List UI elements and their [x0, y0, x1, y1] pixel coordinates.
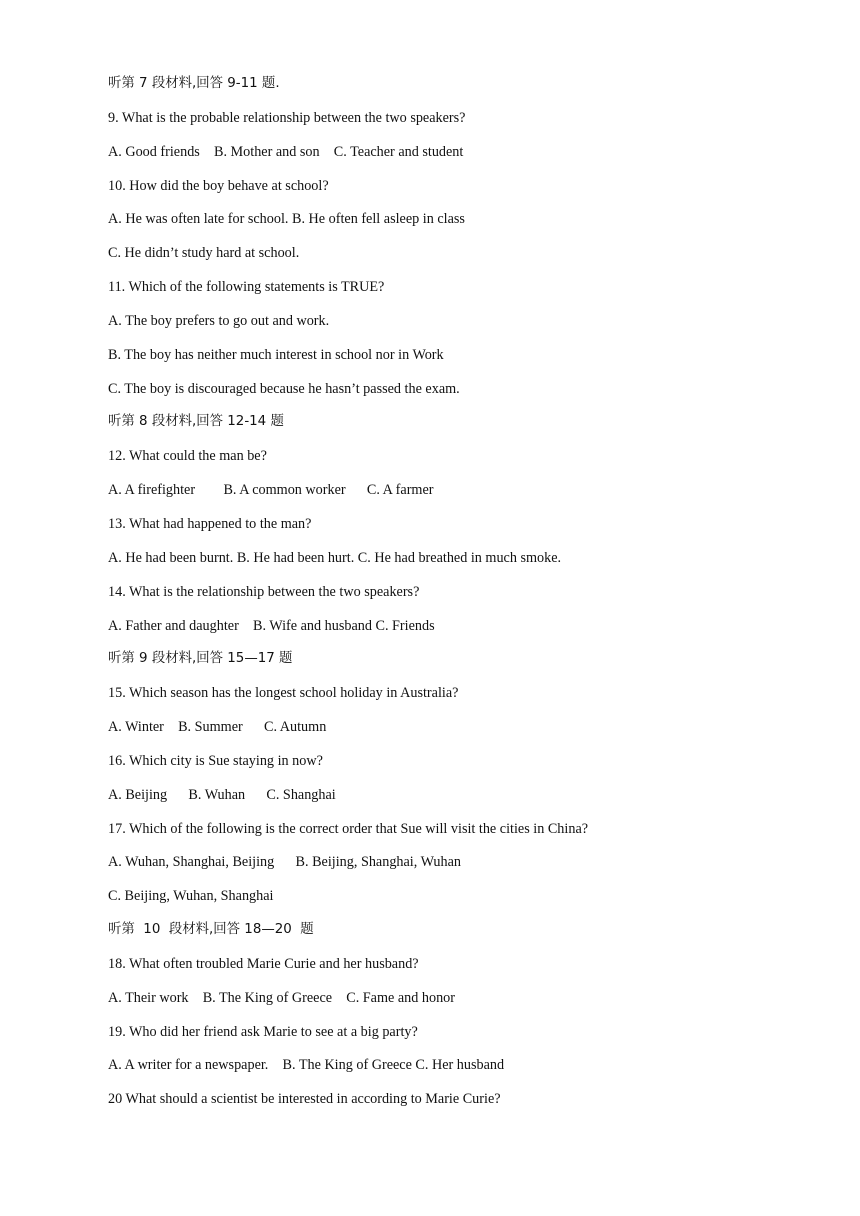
section-heading-9: 听第 9 段材料,回答 15—17 题 [108, 651, 293, 667]
question-11: 11. Which of the following statements is TRUE? [108, 279, 385, 296]
question-11-option-c: C. The boy is discouraged because he hasn’t passed the exam. [108, 380, 460, 397]
document-page [108, 74, 808, 1123]
section-heading-8: 听第 8 段材料,回答 12-14 题 [108, 414, 284, 430]
question-20: 20 What should a scientist be interested in according to Marie Curie? [108, 1091, 501, 1108]
question-13-options: A. He had been burnt. B. He had been hurt. C. He had breathed in much smoke. [108, 549, 562, 566]
question-10-options-ab: A. He was often late for school. B. He often fell asleep in class [108, 211, 465, 228]
question-17: 17. Which of the following is the correct order that Sue will visit the cities in China? [108, 820, 589, 837]
question-17-options-ab: A. Wuhan, Shanghai, Beijing B. Beijing, Shanghai, Wuhan [108, 854, 461, 871]
section-heading-7: 听第 7 段材料,回答 9-11 题. [108, 76, 280, 91]
question-10: 10. How did the boy behave at school? [108, 177, 329, 194]
question-14: 14. What is the relationship between the two speakers? [108, 583, 420, 600]
question-10-option-c: C. He didn’t study hard at school. [108, 245, 300, 262]
section-heading-10: 听第 10 段材料,回答 18—20 题 [108, 922, 314, 938]
question-16: 16. Which city is Sue staying in now? [108, 752, 323, 769]
question-19: 19. Who did her friend ask Marie to see at a big party? [108, 1023, 418, 1040]
question-12: 12. What could the man be? [108, 448, 267, 465]
question-11-option-b: B. The boy has neither much interest in school nor in Work [108, 346, 444, 363]
question-18: 18. What often troubled Marie Curie and her husband? [108, 955, 419, 972]
question-15-options: A. Winter B. Summer C. Autumn [108, 719, 327, 736]
question-15: 15. Which season has the longest school holiday in Australia? [108, 685, 459, 702]
question-16-options: A. Beijing B. Wuhan C. Shanghai [108, 786, 336, 803]
question-12-options: A. A firefighter B. A common worker C. A farmer [108, 482, 434, 499]
question-11-option-a: A. The boy prefers to go out and work. [108, 312, 330, 329]
question-17-option-c: C. Beijing, Wuhan, Shanghai [108, 888, 274, 905]
question-13: 13. What had happened to the man? [108, 515, 312, 532]
question-19-options: A. A writer for a newspaper. B. The King of Greece C. Her husband [108, 1057, 505, 1074]
question-18-options: A. Their work B. The King of Greece C. Fame and honor [108, 989, 455, 1006]
question-9-options: A. Good friends B. Mother and son C. Teacher and student [108, 143, 464, 160]
question-9: 9. What is the probable relationship between the two speakers? [108, 109, 466, 126]
question-14-options: A. Father and daughter B. Wife and husband C. Friends [108, 617, 435, 634]
